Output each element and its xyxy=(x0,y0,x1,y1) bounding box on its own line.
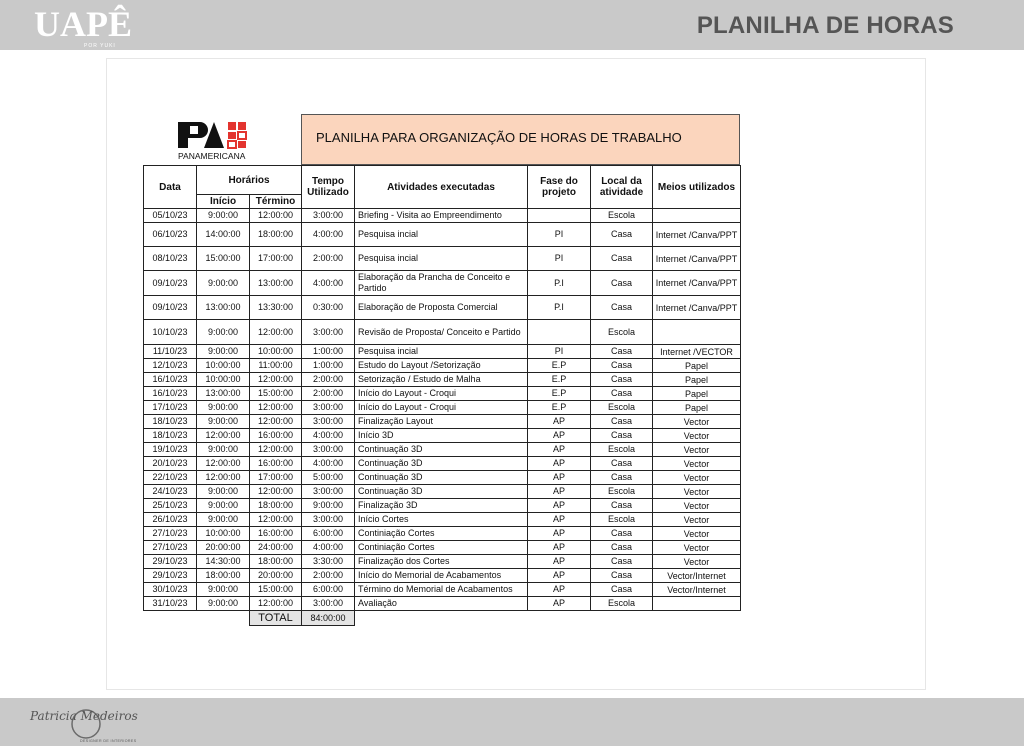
cell-meios: Vector xyxy=(653,555,741,569)
cell-data: 08/10/23 xyxy=(144,247,197,271)
cell-data: 27/10/23 xyxy=(144,527,197,541)
table-row xyxy=(144,457,741,471)
cell-termino: 12:00:00 xyxy=(250,485,302,499)
cell-termino: 12:00:00 xyxy=(250,443,302,457)
cell-tempo: 1:00:00 xyxy=(302,345,355,359)
cell-termino: 15:00:00 xyxy=(250,583,302,597)
cell-tempo: 3:00:00 xyxy=(302,415,355,429)
cell-atividade: Elaboração da Prancha de Conceito e Partido xyxy=(355,271,528,296)
cell-tempo: 4:00:00 xyxy=(302,541,355,555)
cell-fase: AP xyxy=(528,485,591,499)
cell-meios: Vector xyxy=(653,513,741,527)
cell-local: Escola xyxy=(591,485,653,499)
cell-inicio: 9:00:00 xyxy=(197,401,250,415)
cell-data: 06/10/23 xyxy=(144,223,197,247)
cell-termino: 12:00:00 xyxy=(250,597,302,611)
cell-tempo: 5:00:00 xyxy=(302,471,355,485)
cell-atividade: Setorização / Estudo de Malha xyxy=(355,373,528,387)
cell-termino: 16:00:00 xyxy=(250,527,302,541)
table-row xyxy=(144,387,741,401)
cell-atividade: Continiação Cortes xyxy=(355,527,528,541)
table-row xyxy=(144,345,741,359)
cell-atividade: Início do Layout - Croqui xyxy=(355,387,528,401)
cell-local: Escola xyxy=(591,513,653,527)
cell-tempo: 4:00:00 xyxy=(302,429,355,443)
cell-termino: 17:00:00 xyxy=(250,471,302,485)
cell-meios: Vector xyxy=(653,443,741,457)
panamericana-logo xyxy=(176,120,254,162)
cell-local: Casa xyxy=(591,527,653,541)
cell-tempo: 3:00:00 xyxy=(302,443,355,457)
cell-data: 25/10/23 xyxy=(144,499,197,513)
cell-meios: Internet /Canva/PPT xyxy=(653,296,741,320)
cell-meios: Vector xyxy=(653,471,741,485)
cell-fase xyxy=(528,209,591,223)
cell-inicio: 13:00:00 xyxy=(197,387,250,401)
table-row xyxy=(144,541,741,555)
table-row xyxy=(144,597,741,611)
table-row xyxy=(144,373,741,387)
cell-termino: 17:00:00 xyxy=(250,247,302,271)
cell-termino: 16:00:00 xyxy=(250,429,302,443)
cell-termino: 18:00:00 xyxy=(250,499,302,513)
col-fase: Fase do projeto xyxy=(528,166,591,209)
cell-meios: Internet /Canva/PPT xyxy=(653,247,741,271)
table-row xyxy=(144,296,741,320)
table-row xyxy=(144,359,741,373)
cell-tempo: 4:00:00 xyxy=(302,223,355,247)
col-meios: Meios utilizados xyxy=(653,166,741,209)
cell-inicio: 14:30:00 xyxy=(197,555,250,569)
cell-data: 17/10/23 xyxy=(144,401,197,415)
table-row xyxy=(144,271,741,296)
cell-termino: 12:00:00 xyxy=(250,401,302,415)
cell-meios: Vector xyxy=(653,415,741,429)
cell-inicio: 18:00:00 xyxy=(197,569,250,583)
signature-logo xyxy=(26,700,146,746)
table-row xyxy=(144,320,741,345)
col-data: Data xyxy=(144,166,197,209)
cell-fase: AP xyxy=(528,597,591,611)
cell-meios: Vector xyxy=(653,541,741,555)
cell-atividade: Elaboração de Proposta Comercial xyxy=(355,296,528,320)
col-inicio: Início xyxy=(197,195,250,209)
cell-fase: AP xyxy=(528,513,591,527)
cell-tempo: 2:00:00 xyxy=(302,387,355,401)
table-row xyxy=(144,223,741,247)
cell-fase: PI xyxy=(528,223,591,247)
cell-meios: Papel xyxy=(653,387,741,401)
cell-tempo: 3:00:00 xyxy=(302,320,355,345)
cell-fase: E.P xyxy=(528,373,591,387)
cell-inicio: 20:00:00 xyxy=(197,541,250,555)
cell-data: 12/10/23 xyxy=(144,359,197,373)
cell-data: 30/10/23 xyxy=(144,583,197,597)
cell-data: 16/10/23 xyxy=(144,373,197,387)
cell-fase: PI xyxy=(528,345,591,359)
cell-data: 18/10/23 xyxy=(144,429,197,443)
col-horarios: Horários xyxy=(197,166,302,195)
cell-meios: Vector/Internet xyxy=(653,569,741,583)
cell-termino: 13:30:00 xyxy=(250,296,302,320)
table-row xyxy=(144,583,741,597)
cell-fase: PI xyxy=(528,247,591,271)
cell-termino: 11:00:00 xyxy=(250,359,302,373)
uape-logo xyxy=(32,2,167,48)
cell-inicio: 13:00:00 xyxy=(197,296,250,320)
cell-data: 11/10/23 xyxy=(144,345,197,359)
table-row xyxy=(144,209,741,223)
cell-local: Escola xyxy=(591,320,653,345)
cell-termino: 13:00:00 xyxy=(250,271,302,296)
cell-data: 26/10/23 xyxy=(144,513,197,527)
cell-atividade: Pesquisa incial xyxy=(355,345,528,359)
cell-fase: AP xyxy=(528,471,591,485)
cell-local: Casa xyxy=(591,345,653,359)
col-tempo: Tempo Utilizado xyxy=(302,166,355,209)
cell-local: Casa xyxy=(591,499,653,513)
cell-termino: 16:00:00 xyxy=(250,457,302,471)
hours-table xyxy=(143,165,741,626)
cell-inicio: 15:00:00 xyxy=(197,247,250,271)
cell-fase: P.I xyxy=(528,296,591,320)
cell-tempo: 3:30:00 xyxy=(302,555,355,569)
table-row xyxy=(144,471,741,485)
cell-atividade: Finalização Layout xyxy=(355,415,528,429)
cell-inicio: 10:00:00 xyxy=(197,527,250,541)
cell-data: 29/10/23 xyxy=(144,555,197,569)
cell-inicio: 12:00:00 xyxy=(197,471,250,485)
cell-termino: 15:00:00 xyxy=(250,387,302,401)
cell-fase: AP xyxy=(528,457,591,471)
cell-atividade: Revisão de Proposta/ Conceito e Partido xyxy=(355,320,528,345)
cell-tempo: 4:00:00 xyxy=(302,457,355,471)
cell-data: 22/10/23 xyxy=(144,471,197,485)
cell-fase: AP xyxy=(528,443,591,457)
cell-atividade: Finalização dos Cortes xyxy=(355,555,528,569)
table-row xyxy=(144,429,741,443)
cell-inicio: 9:00:00 xyxy=(197,209,250,223)
cell-data: 20/10/23 xyxy=(144,457,197,471)
cell-fase: E.P xyxy=(528,359,591,373)
cell-meios: Papel xyxy=(653,401,741,415)
cell-tempo: 3:00:00 xyxy=(302,597,355,611)
cell-atividade: Finalização 3D xyxy=(355,499,528,513)
cell-local: Casa xyxy=(591,429,653,443)
cell-local: Casa xyxy=(591,569,653,583)
sheet-heading: PLANILHA PARA ORGANIZAÇÃO DE HORAS DE TRABALHO xyxy=(316,130,682,145)
cell-meios: Vector/Internet xyxy=(653,583,741,597)
cell-termino: 12:00:00 xyxy=(250,415,302,429)
sheet-heading-box xyxy=(301,114,740,165)
cell-local: Casa xyxy=(591,541,653,555)
cell-tempo: 2:00:00 xyxy=(302,569,355,583)
cell-local: Casa xyxy=(591,387,653,401)
cell-tempo: 3:00:00 xyxy=(302,513,355,527)
cell-fase: AP xyxy=(528,583,591,597)
cell-tempo: 2:00:00 xyxy=(302,373,355,387)
cell-atividade: Avaliação xyxy=(355,597,528,611)
cell-inicio: 9:00:00 xyxy=(197,271,250,296)
cell-atividade: Briefing - Visita ao Empreendimento xyxy=(355,209,528,223)
cell-fase: AP xyxy=(528,569,591,583)
cell-data: 09/10/23 xyxy=(144,271,197,296)
signature-text: Patricia Medeiros xyxy=(30,709,138,723)
cell-meios: Papel xyxy=(653,359,741,373)
cell-local: Casa xyxy=(591,471,653,485)
col-atividades: Atividades executadas xyxy=(355,166,528,209)
cell-meios: Vector xyxy=(653,527,741,541)
cell-atividade: Término do Memorial de Acabamentos xyxy=(355,583,528,597)
cell-inicio: 9:00:00 xyxy=(197,443,250,457)
cell-data: 19/10/23 xyxy=(144,443,197,457)
cell-fase xyxy=(528,320,591,345)
cell-inicio: 9:00:00 xyxy=(197,597,250,611)
cell-inicio: 12:00:00 xyxy=(197,429,250,443)
cell-fase: AP xyxy=(528,429,591,443)
cell-atividade: Continuação 3D xyxy=(355,471,528,485)
table-row xyxy=(144,401,741,415)
cell-atividade: Continuação 3D xyxy=(355,485,528,499)
cell-tempo: 0:30:00 xyxy=(302,296,355,320)
cell-inicio: 9:00:00 xyxy=(197,345,250,359)
brand-subtext: POR YUKI xyxy=(84,43,116,48)
cell-inicio: 9:00:00 xyxy=(197,320,250,345)
cell-atividade: Início do Layout - Croqui xyxy=(355,401,528,415)
cell-fase: P.I xyxy=(528,271,591,296)
table-row xyxy=(144,555,741,569)
cell-local: Casa xyxy=(591,223,653,247)
cell-local: Casa xyxy=(591,296,653,320)
cell-atividade: Pesquisa incial xyxy=(355,247,528,271)
table-row xyxy=(144,527,741,541)
cell-local: Escola xyxy=(591,209,653,223)
col-termino: Término xyxy=(250,195,302,209)
cell-termino: 12:00:00 xyxy=(250,209,302,223)
cell-tempo: 6:00:00 xyxy=(302,527,355,541)
cell-atividade: Continuação 3D xyxy=(355,443,528,457)
cell-atividade: Início do Memorial de Acabamentos xyxy=(355,569,528,583)
cell-data: 31/10/23 xyxy=(144,597,197,611)
cell-local: Casa xyxy=(591,359,653,373)
cell-meios: Internet /Canva/PPT xyxy=(653,223,741,247)
cell-tempo: 3:00:00 xyxy=(302,209,355,223)
cell-termino: 12:00:00 xyxy=(250,320,302,345)
cell-data: 09/10/23 xyxy=(144,296,197,320)
cell-tempo: 9:00:00 xyxy=(302,499,355,513)
cell-local: Escola xyxy=(591,401,653,415)
table-row xyxy=(144,443,741,457)
cell-atividade: Continiação Cortes xyxy=(355,541,528,555)
cell-atividade: Estudo do Layout /Setorização xyxy=(355,359,528,373)
cell-local: Casa xyxy=(591,373,653,387)
cell-meios xyxy=(653,597,741,611)
cell-data: 27/10/23 xyxy=(144,541,197,555)
cell-local: Casa xyxy=(591,555,653,569)
cell-meios: Papel xyxy=(653,373,741,387)
cell-fase: AP xyxy=(528,541,591,555)
cell-tempo: 3:00:00 xyxy=(302,401,355,415)
table-row xyxy=(144,247,741,271)
cell-meios: Internet /Canva/PPT xyxy=(653,271,741,296)
signature-subtext: DESIGNER DE INTERIORES xyxy=(80,739,137,743)
cell-atividade: Início 3D xyxy=(355,429,528,443)
cell-tempo: 2:00:00 xyxy=(302,247,355,271)
table-row xyxy=(144,513,741,527)
cell-fase: E.P xyxy=(528,387,591,401)
cell-inicio: 12:00:00 xyxy=(197,457,250,471)
cell-inicio: 10:00:00 xyxy=(197,373,250,387)
cell-termino: 10:00:00 xyxy=(250,345,302,359)
cell-meios xyxy=(653,320,741,345)
cell-inicio: 9:00:00 xyxy=(197,415,250,429)
bottom-bar xyxy=(0,698,1024,746)
total-label: TOTAL xyxy=(250,611,302,626)
cell-atividade: Continuação 3D xyxy=(355,457,528,471)
table-row xyxy=(144,485,741,499)
cell-inicio: 9:00:00 xyxy=(197,513,250,527)
cell-inicio: 10:00:00 xyxy=(197,359,250,373)
cell-termino: 20:00:00 xyxy=(250,569,302,583)
cell-tempo: 4:00:00 xyxy=(302,271,355,296)
cell-fase: AP xyxy=(528,555,591,569)
cell-tempo: 6:00:00 xyxy=(302,583,355,597)
cell-local: Escola xyxy=(591,443,653,457)
cell-inicio: 14:00:00 xyxy=(197,223,250,247)
cell-fase: AP xyxy=(528,499,591,513)
cell-meios: Vector xyxy=(653,457,741,471)
brand-text: UAPÊ xyxy=(34,4,132,44)
cell-inicio: 9:00:00 xyxy=(197,499,250,513)
cell-data: 10/10/23 xyxy=(144,320,197,345)
table-row xyxy=(144,569,741,583)
cell-termino: 18:00:00 xyxy=(250,555,302,569)
cell-meios: Vector xyxy=(653,429,741,443)
cell-data: 05/10/23 xyxy=(144,209,197,223)
cell-meios xyxy=(653,209,741,223)
cell-local: Escola xyxy=(591,597,653,611)
cell-fase: AP xyxy=(528,527,591,541)
cell-fase: E.P xyxy=(528,401,591,415)
cell-atividade: Pesquisa incial xyxy=(355,223,528,247)
cell-inicio: 9:00:00 xyxy=(197,583,250,597)
cell-data: 29/10/23 xyxy=(144,569,197,583)
cell-meios: Vector xyxy=(653,485,741,499)
cell-local: Casa xyxy=(591,271,653,296)
cell-termino: 18:00:00 xyxy=(250,223,302,247)
table-row xyxy=(144,499,741,513)
cell-meios: Vector xyxy=(653,499,741,513)
table-body xyxy=(144,209,741,611)
cell-local: Casa xyxy=(591,247,653,271)
cell-meios: Internet /VECTOR xyxy=(653,345,741,359)
cell-fase: AP xyxy=(528,415,591,429)
cell-termino: 12:00:00 xyxy=(250,373,302,387)
cell-termino: 12:00:00 xyxy=(250,513,302,527)
page-title: PLANILHA DE HORAS xyxy=(696,12,954,39)
cell-data: 16/10/23 xyxy=(144,387,197,401)
top-bar xyxy=(0,0,1024,50)
cell-atividade: Início Cortes xyxy=(355,513,528,527)
table-row xyxy=(144,415,741,429)
cell-tempo: 3:00:00 xyxy=(302,485,355,499)
cell-tempo: 1:00:00 xyxy=(302,359,355,373)
cell-local: Casa xyxy=(591,457,653,471)
col-local: Local da atividade xyxy=(591,166,653,209)
cell-termino: 24:00:00 xyxy=(250,541,302,555)
panamericana-logo-text: PANAMERICANA xyxy=(178,151,246,161)
cell-data: 24/10/23 xyxy=(144,485,197,499)
cell-local: Casa xyxy=(591,583,653,597)
total-value: 84:00:00 xyxy=(302,611,355,626)
cell-data: 18/10/23 xyxy=(144,415,197,429)
cell-local: Casa xyxy=(591,415,653,429)
cell-inicio: 9:00:00 xyxy=(197,485,250,499)
